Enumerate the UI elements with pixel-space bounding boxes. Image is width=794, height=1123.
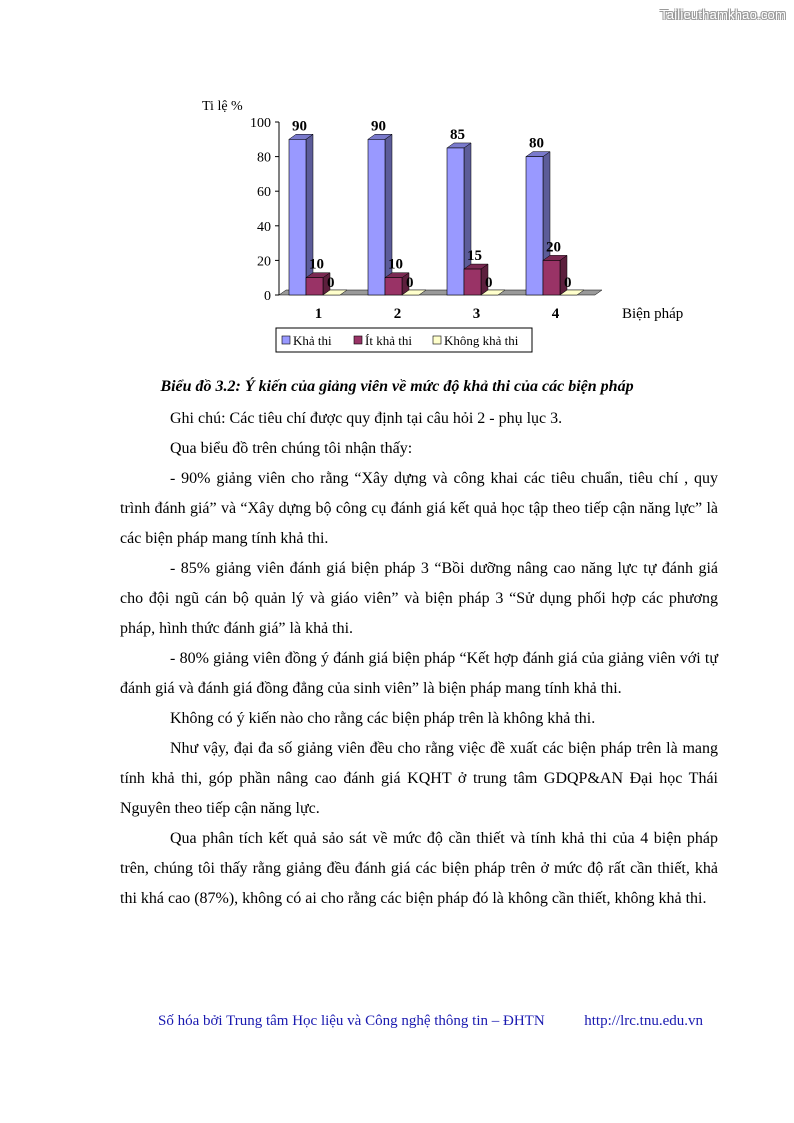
bar-chart: [190, 92, 690, 362]
x-tick-label: 4: [551, 306, 560, 322]
bar: [385, 278, 402, 295]
data-label: 80: [529, 135, 544, 152]
y-tick-label: 0: [264, 289, 271, 304]
paragraph: Không có ý kiến nào cho rằng các biện pháp trên là không khả thi.: [170, 710, 596, 727]
paragraph: Ghi chú: Các tiêu chí được quy định tại câu hỏi 2 - phụ lục 3.: [170, 410, 563, 427]
data-label: 85: [450, 126, 465, 143]
bar: [368, 139, 385, 295]
bar: [543, 260, 560, 295]
data-label: 0: [406, 275, 414, 291]
y-tick-label: 80: [257, 150, 271, 166]
data-label: 20: [546, 239, 561, 256]
x-tick-label: 3: [472, 306, 481, 322]
x-axis-label: Biện pháp: [622, 306, 684, 322]
paragraph: - 85% giảng viên đánh giá biện pháp 3 “Bồi dưỡng nâng cao năng lực tự đánh giá cho đội ngũ cán bộ quản lý và giáo viên” và biện pháp 3 “Sử dụng phối hợp các phương pháp, hình thức đánh giá” là khả thi.: [120, 560, 718, 637]
paragraph: Qua phân tích kết quả sảo sát về mức độ cần thiết và tính khả thi của 4 biện pháp trên, chúng tôi thấy rằng giảng đều đánh giá các biện pháp trên ở mức độ rất cần thiết, khả thi khá cao (87%), không có ai cho rằng các biện pháp đó là không cần thiết, không khả thi.: [120, 830, 718, 907]
legend-label: Không khả thi: [444, 333, 519, 348]
data-label: 0: [327, 275, 335, 291]
bar: [464, 269, 481, 295]
data-label: 90: [371, 118, 386, 135]
bar: [447, 148, 464, 295]
footer-url[interactable]: http://lrc.tnu.edu.vn: [584, 1013, 703, 1029]
paragraph: Như vậy, đại đa số giảng viên đều cho rằng việc đề xuất các biện pháp trên là mang tính khả thi, góp phần nâng cao đánh giá KQHT ở trung tâm GDQP&AN Đại học Thái Nguyên theo tiếp cận năng lực.: [120, 740, 718, 817]
legend-swatch: [354, 336, 362, 344]
y-tick-label: 40: [257, 219, 271, 235]
data-label: 0: [564, 275, 572, 291]
data-label: 0: [485, 275, 493, 291]
y-tick-label: 60: [257, 185, 271, 201]
page-footer: [158, 1013, 703, 1030]
data-label: 10: [309, 256, 324, 273]
y-axis-label: Ti lệ %: [202, 99, 243, 114]
data-label: 90: [292, 118, 307, 135]
x-tick-label: 2: [393, 306, 402, 322]
body-text: [120, 404, 718, 914]
watermark: Tailieuthamkhao.com: [660, 7, 786, 22]
paragraph: - 80% giảng viên đồng ý đánh giá biện pháp “Kết hợp đánh giá của giảng viên với tự đánh giá và đánh giá đồng đẳng của sinh viên” là biện pháp mang tính khả thi.: [120, 650, 718, 697]
data-label: 10: [388, 256, 403, 273]
legend-swatch: [282, 336, 290, 344]
paragraph: - 90% giảng viên cho rằng “Xây dựng và công khai các tiêu chuẩn, tiêu chí , quy trình đánh giá” và “Xây dựng bộ công cụ đánh giá kết quả học tập theo tiếp cận năng lực” là các biện pháp mang tính khả thi.: [120, 470, 718, 547]
footer-source: Số hóa bởi Trung tâm Học liệu và Công nghệ thông tin – ĐHTN: [158, 1013, 545, 1029]
bar: [306, 278, 323, 295]
figure-caption: Biểu đồ 3.2: Ý kiến của giảng viên về mức độ khả thi của các biện pháp: [160, 378, 634, 395]
data-label: 15: [467, 248, 482, 265]
y-tick-label: 20: [257, 254, 271, 270]
bar: [526, 157, 543, 295]
legend-label: Khả thi: [293, 333, 332, 348]
legend-swatch: [433, 336, 441, 344]
y-tick-label: 100: [250, 116, 271, 131]
x-tick-label: 1: [314, 306, 323, 322]
bar: [289, 139, 306, 295]
paragraph: Qua biểu đồ trên chúng tôi nhận thấy:: [170, 440, 413, 457]
legend-label: Ít khả thi: [365, 333, 412, 348]
